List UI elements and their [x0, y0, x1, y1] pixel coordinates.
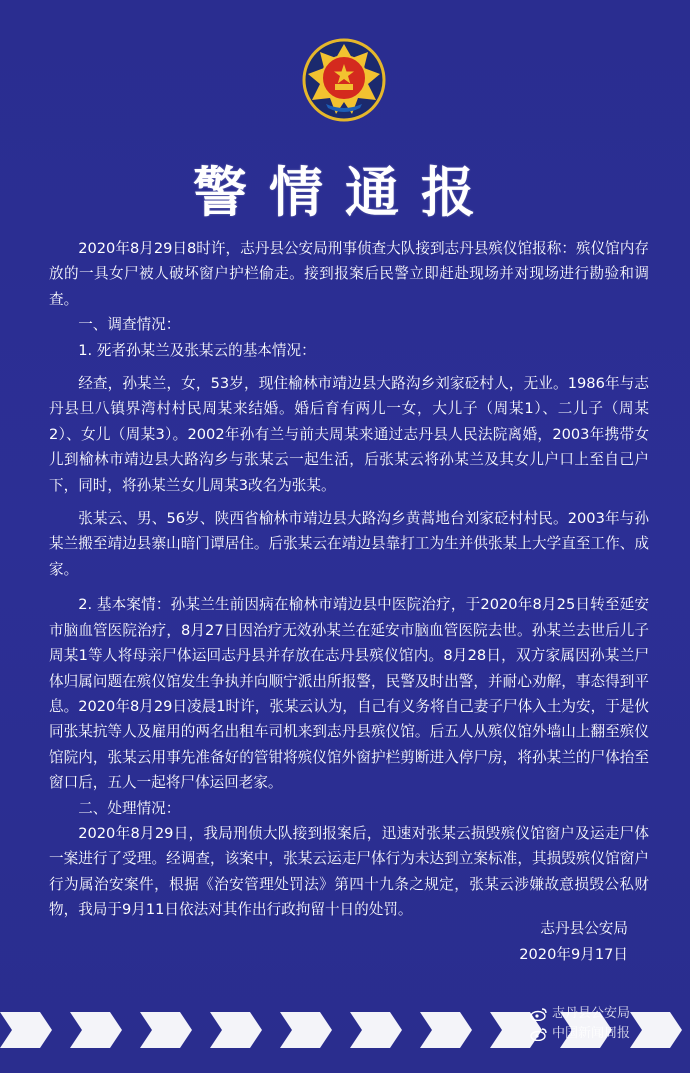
watermark-source: 志丹县公安局: [552, 1006, 631, 1021]
chevron-right-icon: [0, 1012, 52, 1048]
watermark-line-1: [530, 1004, 690, 1024]
intro-paragraph: 2020年8月29日8时许，志丹县公安局刑事侦查大队接到志丹县殡仪馆报称：殡仪馆内存放的一具女尸被人破坏窗户护栏偷走。接到报案后民警立即赶赴现场并对现场进行勘验和调查。: [49, 240, 649, 308]
paragraph-case-details: 2. 基本案情：孙某兰生前因病在榆林市靖边县中医院治疗，于2020年8月25日转至延安市脑血管医院治疗，8月27日因治疗无效孙某兰在延安市脑血管医院去世。孙某兰去世后儿子周某1等人将母亲尸体运回志丹县并存放在志丹县殡仪馆内。8月28日，双方家属因孙某兰尸体归属问题在殡仪馆发生争执并向顺宁派出所报警，民警及时出警，并耐心劝解，事态得到平息。2020年8月29日凌晨1时许，张某云认为，自己有义务将自己妻子尸体入土为安，于是伙同张某抗等人及雇用的两名出租车司机来到志丹县殡仪馆。后五人从殡仪馆外墙山上翻至殡仪馆院内，张某云用事先准备好的管钳将殡仪馆外窗护栏剪断进入停尸房，将孙某兰的尸体抬至窗口后，五人一起将尸体运回老家。: [49, 596, 649, 792]
weibo-icon: [530, 1027, 548, 1041]
watermark: [530, 1004, 690, 1044]
watermark-publisher: 中国新闻周报: [552, 1026, 631, 1041]
chevron-right-icon: [70, 1012, 122, 1048]
weibo-icon: [530, 1007, 548, 1021]
signature-date: 2020年9月17日: [519, 946, 628, 963]
watermark-line-2: [530, 1024, 690, 1044]
chevron-right-icon: [140, 1012, 192, 1048]
paragraph-zhang-profile: 张某云、男、56岁、陕西省榆林市靖边县大路沟乡黄蒿地台刘家砭村村民。2003年与孙某兰搬至靖边县寨山暗门谭居住。后张某云在靖边县靠打工为生并供张某上大学直至工作、成家。: [49, 510, 649, 578]
section-heading-investigation: 一、调查情况：: [78, 316, 181, 334]
police-emblem-icon: [302, 38, 386, 122]
signature-block: [519, 916, 628, 968]
chevron-right-icon: [350, 1012, 402, 1048]
subsection-heading-basic-info: 1. 死者孙某兰及张某云的基本情况：: [78, 341, 316, 359]
notice-title: 警情通报: [193, 161, 497, 224]
signature-org: 志丹县公安局: [540, 920, 628, 937]
paragraph-handling: 2020年8月29日，我局刑侦大队接到报案后，迅速对张某云损毁殡仪馆窗户及运走尸体一案进行了受理。经调查，该案中，张某云运走尸体行为未达到立案标准，其损毁殡仪馆窗户行为属治安案件，根据《治安管理处罚法》第四十九条之规定，张某云涉嫌故意损毁公私财物，我局于9月11日依法对其作出行政拘留十日的处罚。: [49, 824, 649, 919]
chevron-right-icon: [420, 1012, 472, 1048]
chevron-right-icon: [210, 1012, 262, 1048]
chevron-right-icon: [280, 1012, 332, 1048]
notice-body: [49, 236, 649, 923]
section-heading-handling: 二、处理情况：: [78, 799, 181, 817]
paragraph-sun-profile: 经查，孙某兰，女，53岁，现住榆林市靖边县大路沟乡刘家砭村人，无业。1986年与志丹县旦八镇界湾村村民周某来结婚。婚后育有两儿一女，大儿子（周某1）、二儿子（周某2）、女儿（周某3）。2002年孙有兰与前夫周某来通过志丹县人民法院离婚，2003年携带女儿到榆林市靖边县大路沟乡与张某云一起生活，后张某云将孙某兰及其女儿户口上至自己户下，同时，将孙某兰女儿周某3改名为张某。: [49, 375, 649, 494]
